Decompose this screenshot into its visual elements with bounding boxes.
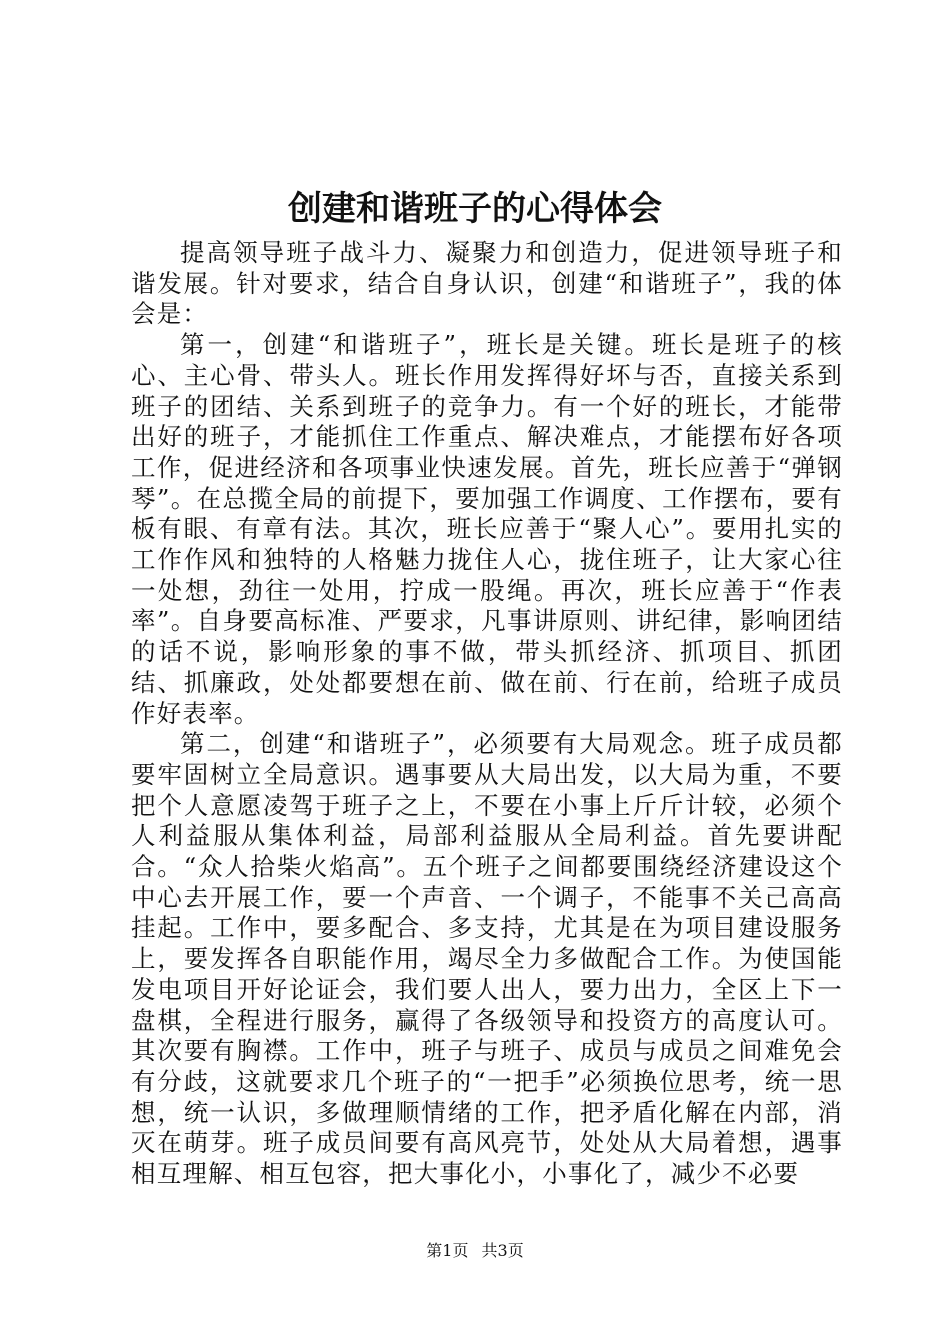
paragraph-first-point: 第一，创建“和谐班子”，班长是关键。班长是班子的核心、主心骨、带头人。班长作用发挥得好坏与否，直接关系到班子的团结、关系到班子的竞争力。有一个好的班长，才能带出好的班子，才能抓住工作重点、解决难点，才能摆布好各项工作，促进经济和各项事业快速发展。首先，班长应善于“弹钢琴”。在总揽全局的前提下，要加强工作调度、工作摆布，要有板有眼、有章有法。其次，班长应善于“聚人心”。要用扎实的工作作风和独特的人格魅力拢住人心，拢住班子，让大家心往一处想，劲往一处用，拧成一股绳。再次，班长应善于“作表率”。自身要高标准、严要求，凡事讲原则、讲纪律，影响团结的话不说，影响形象的事不做，带头抓经济、抓项目、抓团结、抓廉政，处处都要想在前、做在前、行在前，给班子成员作好表率。 — [131, 330, 843, 728]
paragraph-second-point: 第二，创建“和谐班子”，必须要有大局观念。班子成员都要牢固树立全局意识。遇事要从大局出发，以大局为重，不要把个人意愿凌驾于班子之上，不要在小事上斤斤计较，必须个人利益服从集体利益，局部利益服从全局利益。首先要讲配合。“众人拾柴火焰高”。五个班子之间都要围绕经济建设这个中心去开展工作，要一个声音、一个调子，不能事不关己高高挂起。工作中，要多配合、多支持，尤其是在为项目建设服务上，要发挥各自职能作用，竭尽全力多做配合工作。为使国能发电项目开好论证会，我们要人出人，要力出力，全区上下一盘棋，全程进行服务，赢得了各级领导和投资方的高度认可。其次要有胸襟。工作中，班子与班子、成员与成员之间难免会有分歧，这就要求几个班子的“一把手”必须换位思考，统一思想，统一认识，多做理顺情绪的工作，把矛盾化解在内部，消灭在萌芽。班子成员间要有高风亮节，处处从大局着想，遇事相互理解、相互包容，把大事化小，小事化了，减少不必要 — [131, 729, 843, 1189]
page-number: 第1页 — [426, 1241, 469, 1260]
page-total: 共3页 — [481, 1241, 524, 1260]
page-footer — [0, 1239, 950, 1263]
document-title: 创建和谐班子的心得体会 — [288, 189, 662, 229]
paragraph-intro: 提高领导班子战斗力、凝聚力和创造力，促进领导班子和谐发展。针对要求，结合自身认识，创建“和谐班子”，我的体会是： — [131, 238, 843, 329]
document-body — [131, 238, 843, 1190]
